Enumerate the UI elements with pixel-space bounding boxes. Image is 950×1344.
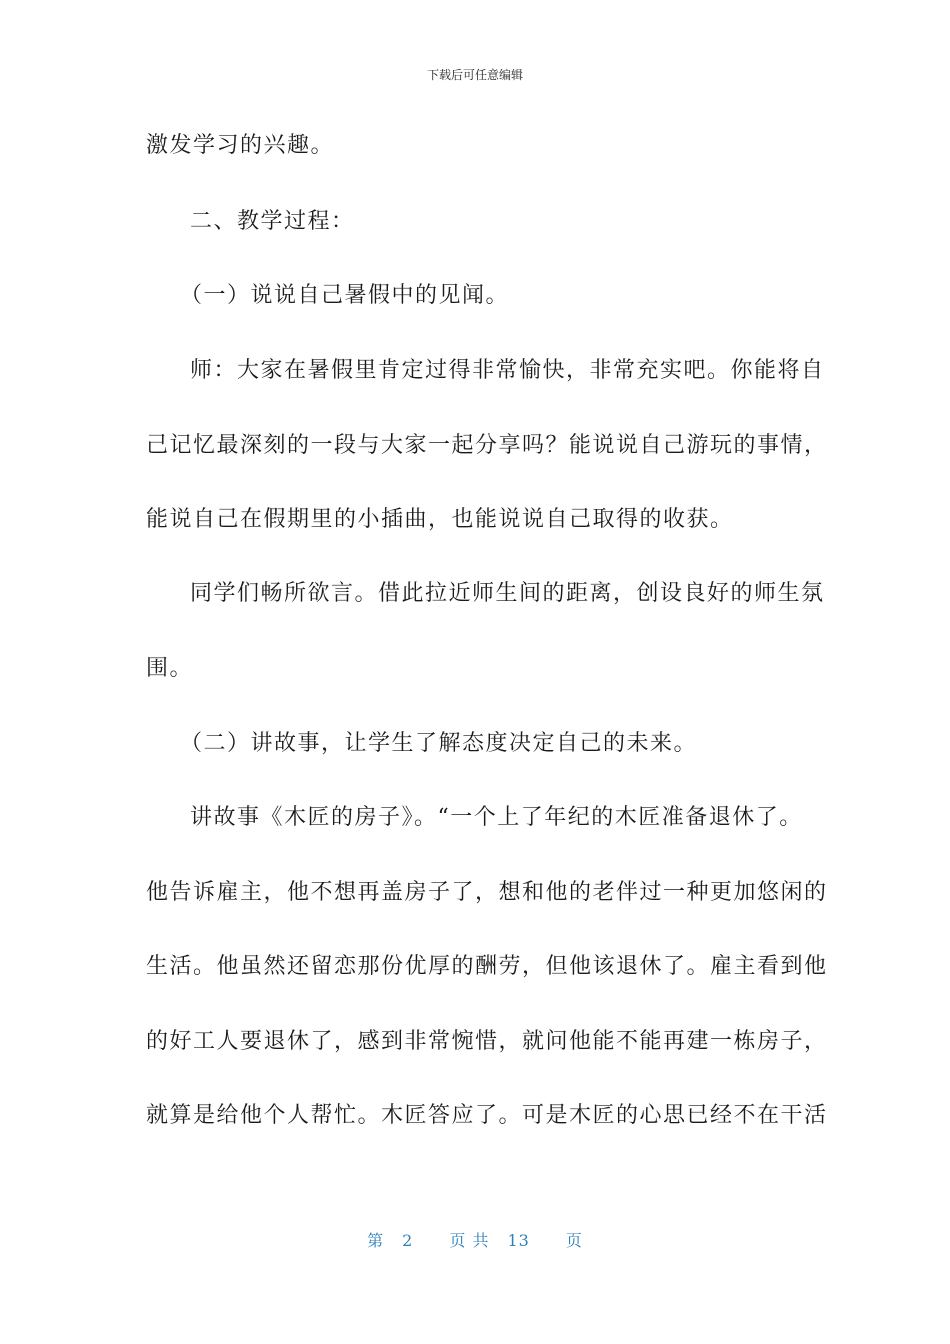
body-line-12: 生活。他虽然还留恋那份优厚的酬劳，但他该退休了。雇主看到他	[146, 954, 828, 979]
body-line-7: 同学们畅所欲言。借此拉近师生间的距离，创设良好的师生氛	[190, 581, 825, 606]
footer-page-prefix: 第	[367, 1231, 385, 1250]
body-line-14: 就算是给他个人帮忙。木匠答应了。可是木匠的心思已经不在干活	[146, 1103, 828, 1128]
footer-page-mid: 页 共	[449, 1231, 490, 1250]
body-line-6: 能说自己在假期里的小插曲，也能说说自己取得的收获。	[146, 507, 734, 532]
footer-total-pages: 13	[507, 1231, 530, 1250]
page-header-note: 下载后可任意编辑	[426, 68, 523, 82]
footer-page-suffix: 页	[565, 1231, 583, 1250]
subsection-heading-1: （一）说说自己暑假中的见闻。	[180, 283, 510, 308]
body-line-11: 他告诉雇主，他不想再盖房子了，想和他的老伴过一种更加悠闲的	[146, 880, 828, 905]
section-heading-process: 二、教学过程：	[190, 209, 355, 234]
body-line-1: 激发学习的兴趣。	[146, 133, 335, 158]
body-line-13: 的好工人要退休了，感到非常惋惜，就问他能不能再建一栋房子，	[146, 1029, 828, 1054]
footer-current-page: 2	[402, 1231, 414, 1250]
body-line-4: 师：大家在暑假里肯定过得非常愉快，非常充实吧。你能将自	[190, 358, 825, 383]
body-line-5: 己记忆最深刻的一段与大家一起分享吗？能说说自己游玩的事情，	[146, 433, 828, 458]
page-footer	[0, 1228, 950, 1251]
body-line-10: 讲故事《木匠的房子》。“一个上了年纪的木匠准备退休了。	[190, 805, 803, 830]
subsection-heading-2: （二）讲故事，让学生了解态度决定自己的未来。	[180, 731, 698, 756]
body-line-8: 围。	[146, 656, 194, 681]
